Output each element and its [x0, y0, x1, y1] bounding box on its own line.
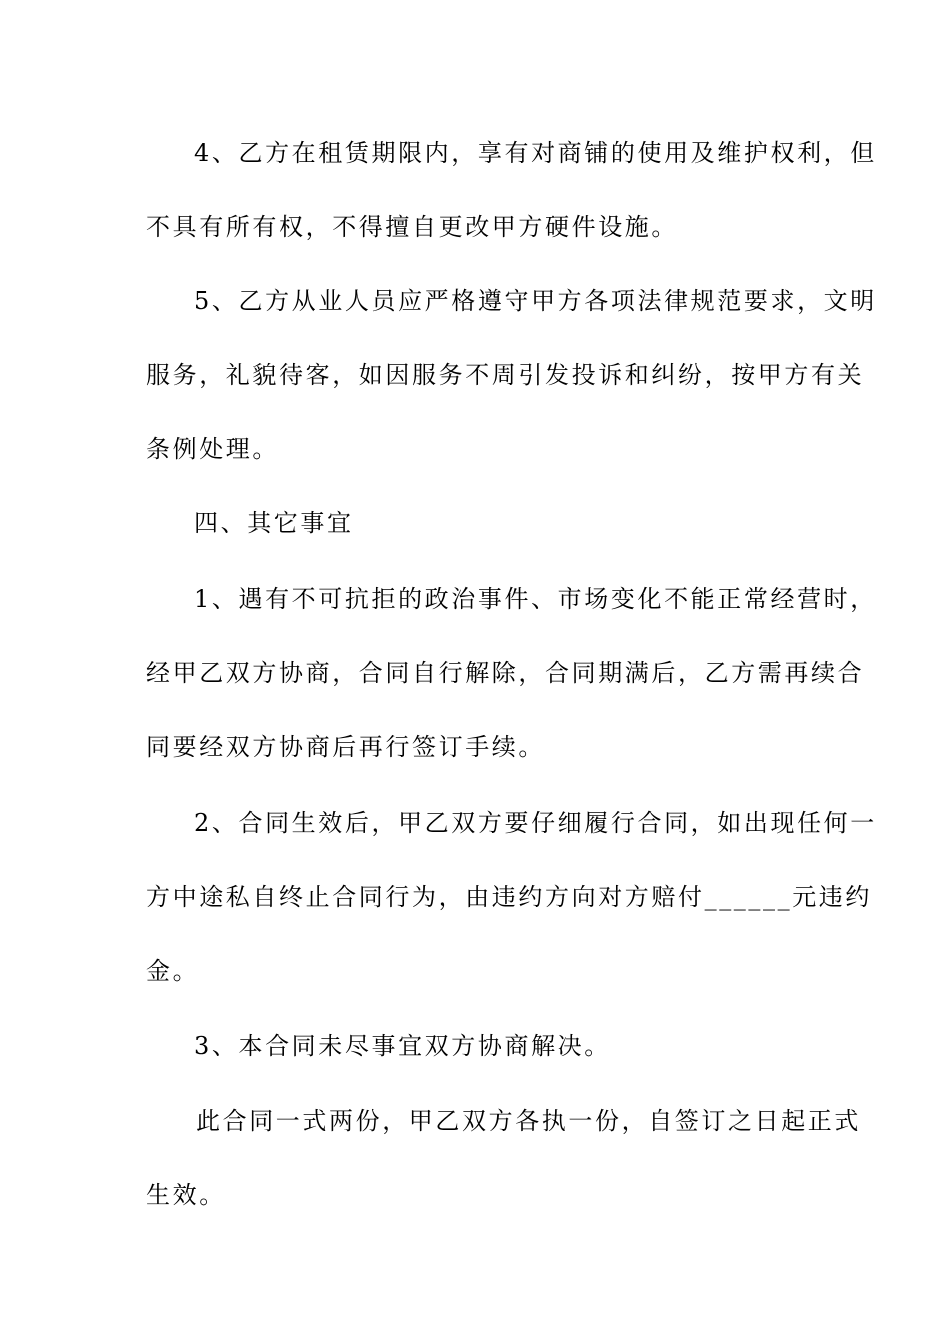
closing-line-1: 此合同一式两份，甲乙双方各执一份，自签订之日起正式: [196, 1107, 861, 1135]
clause-4-line-1: 4、乙方在租赁期限内，享有对商铺的使用及维护权利，但: [194, 139, 877, 167]
clause-4-line-2: 不具有所有权，不得擅自更改甲方硬件设施。: [146, 213, 678, 241]
clause-1-line-2: 经甲乙双方协商，合同自行解除，合同期满后，乙方需再续合: [146, 659, 865, 687]
clause-1-line-1: 1、遇有不可抗拒的政治事件、市场变化不能正常经营时，: [194, 585, 877, 613]
clause-2-line-3: 金。: [146, 957, 200, 985]
clause-2-line-2: 方中途私自终止合同行为，由违约方向对方赔付______元违约: [146, 883, 872, 911]
section-heading: 四、其它事宜: [194, 509, 354, 537]
clause-1-line-3: 同要经双方协商后再行签订手续。: [146, 733, 545, 761]
clause-2-line-1: 2、合同生效后，甲乙双方要仔细履行合同，如出现任何一: [194, 809, 877, 837]
clause-5-line-3: 条例处理。: [146, 435, 279, 463]
clause-3-line-1: 3、本合同未尽事宜双方协商解决。: [194, 1032, 611, 1060]
clause-5-line-2: 服务，礼貌待客，如因服务不周引发投诉和纠纷，按甲方有关: [146, 361, 865, 389]
closing-line-2: 生效。: [146, 1181, 226, 1209]
clause-5-line-1: 5、乙方从业人员应严格遵守甲方各项法律规范要求，文明: [194, 287, 877, 315]
